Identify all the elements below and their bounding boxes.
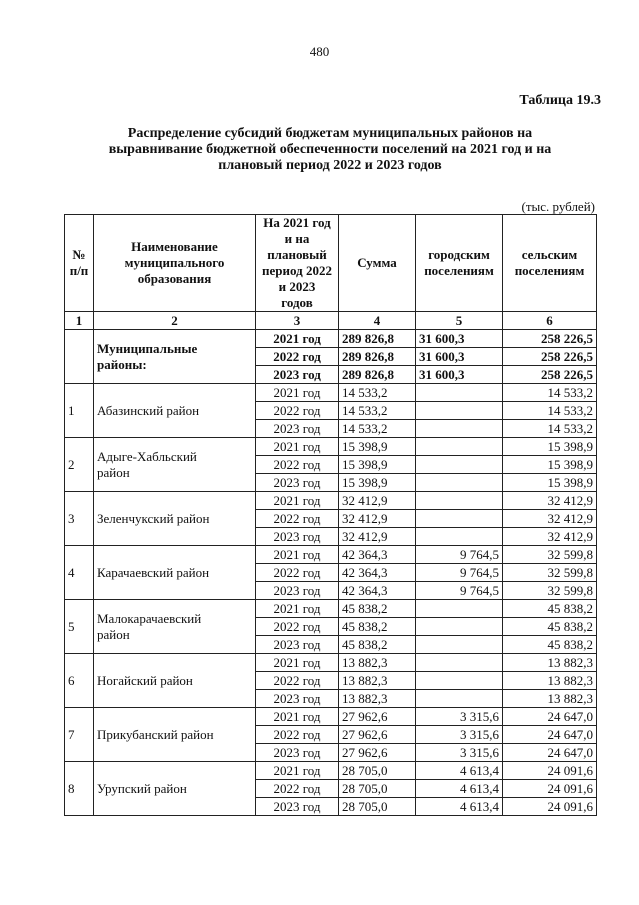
document-title (60, 126, 600, 174)
sum-cell: 27 962,6 (339, 726, 416, 744)
row-number (65, 330, 94, 384)
page-number: 480 (309, 44, 330, 59)
district-name-line: район (97, 464, 130, 480)
sum-cell: 28 705,0 (339, 798, 416, 816)
sum-cell: 15 398,9 (339, 456, 416, 474)
rural-cell: 258 226,5 (503, 330, 597, 348)
sum-cell: 27 962,6 (339, 744, 416, 762)
year-cell: 2021 год (256, 708, 339, 726)
year-cell: 2021 год (256, 384, 339, 402)
urban-cell: 3 315,6 (416, 726, 503, 744)
rural-cell: 45 838,2 (503, 600, 597, 618)
sum-cell: 13 882,3 (339, 654, 416, 672)
urban-cell: 3 315,6 (416, 708, 503, 726)
row-number: 5 (65, 600, 94, 654)
urban-cell: 9 764,5 (416, 564, 503, 582)
sum-cell: 13 882,3 (339, 672, 416, 690)
rural-cell: 24 647,0 (503, 726, 597, 744)
header-text: № (72, 247, 86, 262)
table-row (65, 546, 597, 564)
year-cell: 2021 год (256, 492, 339, 510)
rural-cell: 14 533,2 (503, 420, 597, 438)
urban-cell: 4 613,4 (416, 798, 503, 816)
urban-cell (416, 438, 503, 456)
column-number: 2 (94, 312, 256, 330)
urban-cell (416, 654, 503, 672)
year-cell: 2023 год (256, 582, 339, 600)
sum-cell: 28 705,0 (339, 780, 416, 798)
urban-cell: 9 764,5 (416, 546, 503, 564)
title-line: Распределение субсидий бюджетам муниципальных районов на (127, 126, 533, 141)
rural-cell: 24 091,6 (503, 798, 597, 816)
total-name (94, 330, 256, 384)
column-number: 4 (339, 312, 416, 330)
rural-cell: 32 599,8 (503, 564, 597, 582)
year-cell: 2021 год (256, 600, 339, 618)
row-number: 7 (65, 708, 94, 762)
table-row (65, 762, 597, 780)
header-text: муниципального (124, 255, 225, 270)
row-number: 1 (65, 384, 94, 438)
header-text: На 2021 год (263, 215, 331, 230)
column-number: 1 (65, 312, 94, 330)
district-name-line: Абазинский район (97, 402, 200, 418)
column-number: 5 (416, 312, 503, 330)
rural-cell: 32 412,9 (503, 510, 597, 528)
urban-cell (416, 384, 503, 402)
urban-cell: 4 613,4 (416, 762, 503, 780)
sum-cell: 289 826,8 (339, 348, 416, 366)
column-number: 6 (503, 312, 597, 330)
rural-cell: 32 599,8 (503, 582, 597, 600)
district-name-line: районы: (97, 356, 147, 372)
district-name-line: Адыге-Хабльский (97, 448, 197, 464)
district-name (94, 546, 256, 600)
year-cell: 2022 год (256, 672, 339, 690)
year-cell: 2022 год (256, 402, 339, 420)
sum-cell: 42 364,3 (339, 582, 416, 600)
year-cell: 2022 год (256, 618, 339, 636)
year-cell: 2022 год (256, 780, 339, 798)
sum-cell: 45 838,2 (339, 600, 416, 618)
header-num (65, 215, 94, 312)
rural-cell: 13 882,3 (503, 654, 597, 672)
urban-cell (416, 492, 503, 510)
urban-cell (416, 636, 503, 654)
district-name (94, 654, 256, 708)
sum-cell: 45 838,2 (339, 636, 416, 654)
year-cell: 2021 год (256, 762, 339, 780)
year-cell: 2021 год (256, 546, 339, 564)
urban-cell: 31 600,3 (416, 330, 503, 348)
year-cell: 2023 год (256, 690, 339, 708)
sum-cell: 14 533,2 (339, 384, 416, 402)
rural-cell: 14 533,2 (503, 384, 597, 402)
year-cell: 2021 год (256, 438, 339, 456)
sum-cell: 42 364,3 (339, 564, 416, 582)
header-sum (339, 215, 416, 312)
row-number: 4 (65, 546, 94, 600)
column-number: 3 (256, 312, 339, 330)
district-name (94, 762, 256, 816)
rural-cell: 15 398,9 (503, 438, 597, 456)
sum-cell: 14 533,2 (339, 420, 416, 438)
row-number: 2 (65, 438, 94, 492)
header-text: сельским (521, 247, 578, 262)
urban-cell: 4 613,4 (416, 780, 503, 798)
year-cell: 2023 год (256, 366, 339, 384)
district-name-line: район (97, 626, 130, 642)
table-row (65, 384, 597, 402)
rural-cell: 45 838,2 (503, 636, 597, 654)
header-name (94, 215, 256, 312)
district-name (94, 492, 256, 546)
year-cell: 2023 год (256, 636, 339, 654)
urban-cell (416, 474, 503, 492)
rural-cell: 258 226,5 (503, 366, 597, 384)
urban-cell (416, 510, 503, 528)
sum-cell: 15 398,9 (339, 438, 416, 456)
district-name-line: Урупский район (97, 780, 187, 796)
district-name-line: Ногайский район (97, 672, 193, 688)
urban-cell (416, 690, 503, 708)
sum-cell: 14 533,2 (339, 402, 416, 420)
sum-cell: 289 826,8 (339, 366, 416, 384)
table-row (65, 600, 597, 618)
urban-cell (416, 600, 503, 618)
year-cell: 2023 год (256, 528, 339, 546)
rural-cell: 15 398,9 (503, 474, 597, 492)
rural-cell: 24 647,0 (503, 708, 597, 726)
rural-cell: 45 838,2 (503, 618, 597, 636)
rural-cell: 15 398,9 (503, 456, 597, 474)
subsidies-table (64, 214, 597, 816)
header-text: и на (284, 231, 310, 246)
year-cell: 2023 год (256, 420, 339, 438)
table-row (65, 708, 597, 726)
district-name (94, 438, 256, 492)
rural-cell: 24 091,6 (503, 780, 597, 798)
column-number-row (65, 312, 597, 330)
sum-cell: 32 412,9 (339, 510, 416, 528)
sum-cell: 289 826,8 (339, 330, 416, 348)
header-text: годов (281, 295, 313, 310)
year-cell: 2023 год (256, 798, 339, 816)
table-row (65, 654, 597, 672)
sum-cell: 27 962,6 (339, 708, 416, 726)
district-name-line: Муниципальные (97, 340, 198, 356)
rural-cell: 14 533,2 (503, 402, 597, 420)
sum-cell: 42 364,3 (339, 546, 416, 564)
district-name (94, 384, 256, 438)
district-name-line: Малокарачаевский (97, 610, 202, 626)
year-cell: 2023 год (256, 474, 339, 492)
sum-cell: 32 412,9 (339, 528, 416, 546)
table-row (65, 492, 597, 510)
total-row (65, 330, 597, 348)
urban-cell: 31 600,3 (416, 348, 503, 366)
header-period (256, 215, 339, 312)
year-cell: 2022 год (256, 348, 339, 366)
sum-cell: 13 882,3 (339, 690, 416, 708)
district-name-line: Карачаевский район (97, 564, 210, 580)
district-name-line: Зеленчукский район (97, 510, 210, 526)
row-number: 6 (65, 654, 94, 708)
row-number: 3 (65, 492, 94, 546)
urban-cell (416, 456, 503, 474)
header-text: и 2023 (278, 279, 316, 294)
rural-cell: 13 882,3 (503, 690, 597, 708)
header-urban (416, 215, 503, 312)
header-rural (503, 215, 597, 312)
district-name-line: Прикубанский район (97, 726, 214, 742)
header-text: плановый (267, 247, 327, 262)
header-text: городским (428, 247, 490, 262)
table-row (65, 438, 597, 456)
sum-cell: 32 412,9 (339, 492, 416, 510)
year-cell: 2021 год (256, 330, 339, 348)
year-cell: 2021 год (256, 654, 339, 672)
urban-cell (416, 402, 503, 420)
year-cell: 2022 год (256, 456, 339, 474)
title-line: плановый период 2022 и 2023 годов (218, 158, 442, 173)
header-text: образования (137, 271, 212, 286)
sum-cell: 15 398,9 (339, 474, 416, 492)
urban-cell: 3 315,6 (416, 744, 503, 762)
year-cell: 2023 год (256, 744, 339, 762)
year-cell: 2022 год (256, 564, 339, 582)
units-label: (тыс. рублей) (521, 199, 595, 214)
title-line: выравнивание бюджетной обеспеченности поселений на 2021 год и на (108, 142, 552, 157)
urban-cell: 31 600,3 (416, 366, 503, 384)
rural-cell: 32 599,8 (503, 546, 597, 564)
header-text: Сумма (357, 255, 397, 270)
row-number: 8 (65, 762, 94, 816)
urban-cell (416, 420, 503, 438)
year-cell: 2022 год (256, 510, 339, 528)
rural-cell: 13 882,3 (503, 672, 597, 690)
header-text: период 2022 (262, 263, 332, 278)
rural-cell: 32 412,9 (503, 528, 597, 546)
header-text: п/п (69, 263, 89, 278)
urban-cell (416, 672, 503, 690)
header-row (65, 215, 597, 312)
year-cell: 2022 год (256, 726, 339, 744)
district-name (94, 708, 256, 762)
urban-cell (416, 618, 503, 636)
table-label: Таблица 19.3 (519, 93, 601, 108)
rural-cell: 258 226,5 (503, 348, 597, 366)
rural-cell: 24 091,6 (503, 762, 597, 780)
header-text: поселениям (514, 263, 585, 278)
urban-cell: 9 764,5 (416, 582, 503, 600)
rural-cell: 24 647,0 (503, 744, 597, 762)
district-name (94, 600, 256, 654)
sum-cell: 45 838,2 (339, 618, 416, 636)
urban-cell (416, 528, 503, 546)
rural-cell: 32 412,9 (503, 492, 597, 510)
header-text: Наименование (131, 239, 218, 254)
header-text: поселениям (424, 263, 494, 278)
sum-cell: 28 705,0 (339, 762, 416, 780)
